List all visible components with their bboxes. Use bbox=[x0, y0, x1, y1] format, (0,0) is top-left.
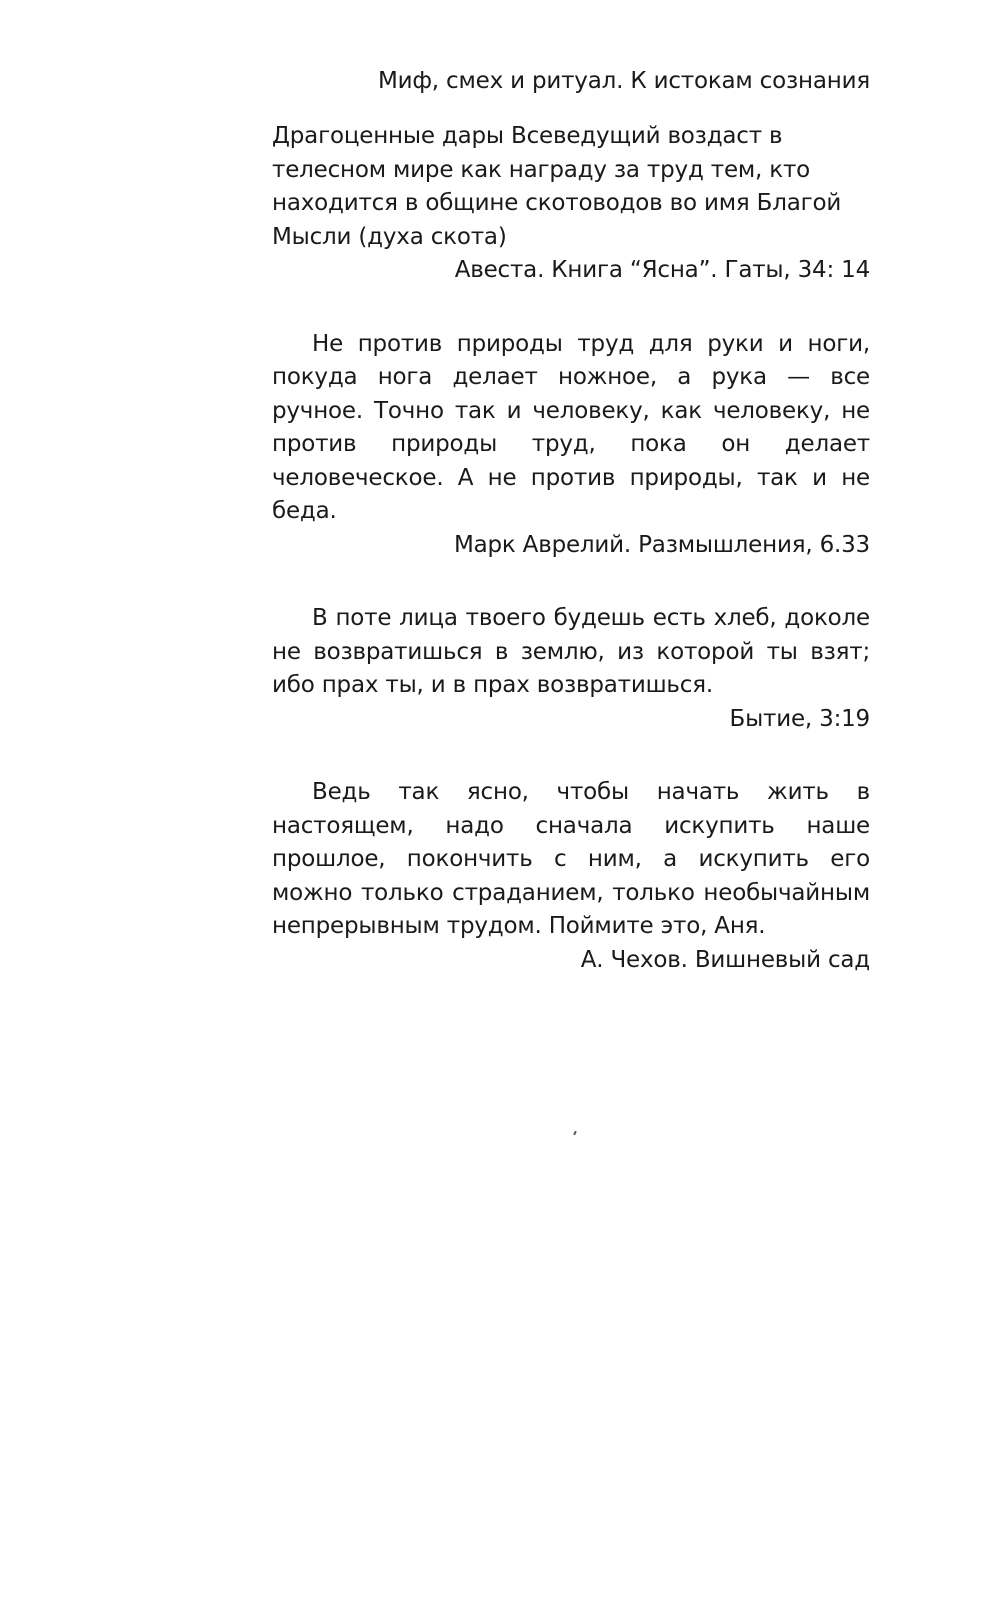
page bbox=[272, 66, 870, 1017]
epigraph-text: Драгоценные дары Всеведущий воздаст в телесном мире как награду за труд тем, кто находится в общине скотоводов во имя Благой Мысли (духа скота) bbox=[272, 123, 842, 250]
epigraph-source: А. Чехов. Вишневый сад bbox=[580, 946, 870, 973]
scan-speck bbox=[573, 1131, 577, 1135]
epigraph-text: Не против природы труд для руки и ноги, покуда нога делает ножное, а рука — все ручное. Точно так и человеку, как человеку, не против природы труд, пока он делает человеческое. А не против природы, так и не беда. bbox=[272, 330, 870, 524]
running-header: Миф, смех и ритуал. К истокам сознания bbox=[377, 68, 870, 94]
epigraph-text: Ведь так ясно, чтобы начать жить в настоящем, надо сначала искупить наше прошлое, покончить с ним, а искупить его можно только страданием, только необычайным непрерывным трудом. Поймите это, Аня. bbox=[272, 779, 870, 939]
epigraph-source: Авеста. Книга “Ясна”. Гаты, 34: 14 bbox=[454, 257, 870, 283]
epigraph-chekhov bbox=[272, 776, 870, 977]
epigraph-source: Бытие, 3:19 bbox=[729, 705, 870, 732]
epigraph-avesta bbox=[272, 120, 870, 288]
epigraph-text: В поте лица твоего будешь есть хлеб, доколе не возвратишься в землю, из которой ты взят; ибо прах ты, и в прах возвратишься. bbox=[272, 605, 870, 698]
epigraph-source: Марк Аврелий. Размышления, 6.33 bbox=[453, 531, 870, 558]
epigraph-genesis bbox=[272, 602, 870, 736]
epigraph-marcus-aurelius bbox=[272, 328, 870, 563]
